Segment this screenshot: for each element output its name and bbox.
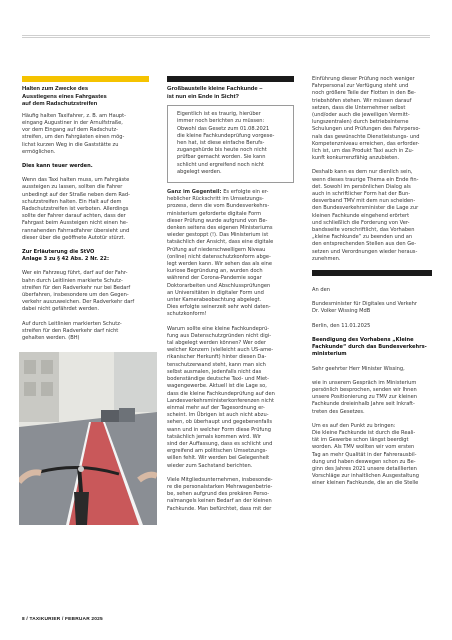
column-left bbox=[22, 76, 149, 525]
text-line: heblicher Rückschritt im Umsetzungs- bbox=[167, 196, 264, 203]
text-line: ministerium bbox=[312, 351, 347, 358]
address-block bbox=[312, 301, 432, 315]
text-line: welcher Konzern (vielleicht auch US-ame- bbox=[167, 347, 274, 354]
article-heading bbox=[22, 86, 149, 109]
text-line: (online) nicht datenschutzkonform abge- bbox=[167, 253, 271, 260]
text-line: überfahren, insbesondere um den Gegen- bbox=[22, 292, 129, 299]
text-line: nals das gewünschte Dienstleistungs- und bbox=[312, 133, 420, 140]
text-line: schlicht und ergreifend noch nicht bbox=[177, 161, 265, 168]
text-line: tal abgelegt werden können? Wer oder bbox=[167, 340, 266, 347]
text-line: unbedingt auf der Straße neben dem Rad- bbox=[22, 191, 130, 198]
text-line: die kleine Fachkundeprüfung vorgese- bbox=[177, 132, 275, 139]
text-line: immer noch berichten zu müssen: bbox=[177, 118, 265, 125]
text-line: wenn dieses traurige Thema ein Ende fin- bbox=[312, 176, 419, 183]
paragraph bbox=[167, 477, 294, 513]
text-line: vor dem Eingang auf dem Radschutz- bbox=[22, 127, 119, 134]
text-line: dabei nicht gefährdet werden. bbox=[22, 306, 100, 313]
text-line: schutzkonform! bbox=[167, 311, 207, 318]
text-line: ginn des Jahres 2021 unsere detaillierten bbox=[312, 465, 417, 472]
text-line: prüfbar gemacht worden. Sie kann bbox=[177, 154, 266, 161]
text-line: tät im Gewerbe schon längst beerdigt bbox=[312, 437, 409, 444]
text-line: Fachkunde. Man befürchtet, dass mit der bbox=[167, 505, 272, 512]
yellow-accent-bar bbox=[22, 76, 149, 82]
text-line: Fachkunde dreieinhalb Jahre seit Inkraft- bbox=[312, 401, 415, 408]
text-line: Beendigung des Vorhabens „Kleine bbox=[312, 336, 414, 343]
text-line: abgelegt werden. bbox=[177, 168, 222, 175]
text-line: persönlich besprochen, senden wir Ihnen bbox=[312, 386, 417, 393]
dark-accent-bar bbox=[167, 76, 294, 82]
text-line: Bundesminister für Digitales und Verkehr bbox=[312, 301, 418, 308]
text-line: dung und haben deswegen schon zu Be- bbox=[312, 458, 416, 465]
text-line: kleinen Fachkunde eingehend erörtert bbox=[312, 212, 410, 219]
column-right bbox=[312, 76, 432, 488]
heading-line: ist nun ein Ende in Sicht? bbox=[167, 93, 239, 100]
text-line: und schließlich die Forderung von Ver- bbox=[312, 219, 410, 226]
text-line: Fahrpersonal zur Verfügung steht und bbox=[312, 83, 409, 90]
text-line: ergreifend am politischen Umsetzungs- bbox=[167, 448, 268, 455]
text-line: dieser über die geöffnete Autotür stürzt. bbox=[22, 234, 126, 241]
text-line: bahn durch Leitlinien markierte Schutz- bbox=[22, 277, 123, 284]
paragraph bbox=[22, 177, 149, 242]
text-line: rikanischer Herkunft) hinter diesen Da- bbox=[167, 354, 267, 361]
text-line: Wenn das Taxi halten muss, um Fahrgäste bbox=[22, 177, 130, 184]
bike-lane-photo bbox=[19, 352, 157, 525]
text-line: eingang Augustiner in der Arnulfstraße, bbox=[22, 119, 123, 126]
page-footer: 8 / TAXIKURIER / FEBRUAR 2025 bbox=[22, 617, 103, 622]
paragraph bbox=[312, 76, 432, 162]
text-line: bodenständige deutsche Taxi- und Miet- bbox=[167, 376, 269, 383]
text-line: worden. Als TMV wollten wir vom ersten bbox=[312, 444, 415, 451]
paragraph bbox=[167, 189, 294, 319]
letter-subject bbox=[312, 337, 432, 359]
paragraph bbox=[22, 321, 149, 343]
intro-box bbox=[167, 105, 294, 183]
text-line: während der Corona-Pandemie sogar bbox=[167, 275, 262, 282]
text-line: Eigentlich ist es traurig, hierüber bbox=[177, 111, 261, 118]
text-line: Anlage 3 zu § 42 Abs. 2 Nr. 22: bbox=[22, 256, 110, 263]
text-line: Häufig halten Taxifahrer, z. B. am Haupt- bbox=[22, 112, 126, 119]
text-line: Wer ein Fahrzeug führt, darf auf der Fahr- bbox=[22, 270, 128, 277]
paragraph bbox=[22, 270, 149, 313]
text-line: Tag an mehr Qualität in der Fahrerausbil- bbox=[312, 451, 417, 458]
text-line: streifen, um den Fahrgästen einen mög- bbox=[22, 134, 125, 141]
article-heading bbox=[167, 86, 294, 101]
text-line: rannahenden Fahrradfahrer übersieht und bbox=[22, 227, 130, 234]
text-line: Die kleine Fachkunde ist durch die Reali- bbox=[312, 429, 416, 436]
text-line: einmal mehr auf der Tagesordnung er- bbox=[167, 404, 265, 411]
text-line: bandsseite vorschriftlicht, das Vorhaben bbox=[312, 227, 415, 234]
text-line: det. Sowohl im persönlichen Dialog als bbox=[312, 183, 411, 190]
text-line: den entsprechenden Stellen aus den Ge- bbox=[312, 241, 417, 248]
text-line: aussteigen zu lassen, sollten die Fahrer bbox=[22, 184, 123, 191]
text-line: nalmangels keinen Bedarf an der kleinen bbox=[167, 498, 272, 505]
text-line: streifen für den Radverkehr darf nicht bbox=[22, 327, 119, 334]
text-line: wieder zum Sachstand berichten. bbox=[167, 462, 253, 469]
paragraph bbox=[312, 380, 432, 416]
text-line: Fachkunde“ durch das Bundesverkehrs- bbox=[312, 344, 427, 351]
text-line: tenschutzerwand steht, kann man sich bbox=[167, 361, 266, 368]
subheading bbox=[22, 249, 149, 263]
heading-line: Halten zum Zwecke des bbox=[22, 86, 89, 92]
text-line: Obwohl das Gesetz zum 01.08.2021 bbox=[177, 125, 270, 132]
salutation: Sehr geehrter Herr Minister Wissing, bbox=[312, 365, 405, 372]
text-line: Warum sollte eine kleine Fachkundeprü- bbox=[167, 325, 270, 332]
text-line: wagengewerbe. Aktuell ist die Lage so, bbox=[167, 383, 267, 390]
text-line: an Universitäten in digitaler Form und bbox=[167, 289, 264, 296]
text-line: gehalten werden. (BH) bbox=[22, 335, 80, 342]
text-line: noch größere Teile der Flotten in den Be- bbox=[312, 90, 416, 97]
text-line: selbst ausmalen, jedenfalls nicht das bbox=[167, 368, 262, 375]
text-line: den Bundesverkehrsminister die Lage zur bbox=[312, 205, 419, 212]
text-line: Fahrgast beim Aussteigen nicht einen he- bbox=[22, 220, 128, 227]
paragraph bbox=[177, 111, 288, 176]
paragraph bbox=[22, 113, 149, 156]
header-rule-lower bbox=[22, 37, 430, 38]
text-line: tatsächlich der Ansicht, dass eine digitale bbox=[167, 239, 274, 246]
text-line: denken seitens des eigenen Ministeriums bbox=[167, 225, 273, 232]
letter-date: Berlin, den 11.01.2025 bbox=[312, 322, 371, 329]
text-line: hen hat, ist diese einfache Berufs- bbox=[177, 140, 265, 146]
text-line: schutzstreifen halten. Ein Halt auf dem bbox=[22, 198, 122, 205]
text-line: Landesverkehrsministerkonferenzen nicht bbox=[167, 397, 274, 404]
column-middle bbox=[167, 76, 294, 513]
text-line: Viele Mitgliedsunternehmen, insbesonde- bbox=[167, 476, 273, 483]
text-line: auch in schriftlicher Form hat der Bun- bbox=[312, 191, 411, 198]
text-line: setzen, dass die Unternehmer selbst bbox=[312, 104, 406, 111]
text-line: be, sehen aufgrund des prekären Perso- bbox=[167, 491, 270, 498]
text-line: wie in unserem Gespräch im Ministerium bbox=[312, 379, 417, 386]
text-line: sehen, ob überhaupt und gegebenenfalls bbox=[167, 419, 273, 426]
text-line: Auf durch Leitlinien markierten Schutz- bbox=[22, 320, 122, 327]
text-line: ermöglichen. bbox=[22, 148, 56, 155]
heading-line: Großbaustelle kleine Fachkunde – bbox=[167, 86, 263, 92]
text-line: Einführung dieser Prüfung noch weniger bbox=[312, 76, 415, 82]
text-line: re die personalstarken Mehrwagenbetrie- bbox=[167, 483, 273, 490]
text-line: wann und in welcher Form diese Prüfung bbox=[167, 426, 271, 433]
text-line: unsere Positionierung zu TMV zur kleinen bbox=[312, 394, 418, 401]
paragraph bbox=[312, 423, 432, 488]
text-line: tatsächlich jemals kommen wird. Wir bbox=[167, 433, 262, 440]
paragraph bbox=[167, 326, 294, 470]
paragraph bbox=[312, 169, 432, 263]
text-line: unter Kamerabeobachtung abgelegt. bbox=[167, 297, 262, 304]
text-line: streifen für den Radverkehr nur bei Bedarf bbox=[22, 284, 131, 291]
address-line: An den bbox=[312, 287, 330, 294]
text-line: Dr. Volker Wissing MdB bbox=[312, 308, 371, 315]
text-line: Zur Erläuterung die StVO bbox=[22, 249, 95, 256]
text-line: legt werden kann. Wir sehen das als eine bbox=[167, 261, 272, 268]
text-line: „kleine Fachkunde“ zu beenden und an bbox=[312, 234, 413, 241]
text-line: sollte der Fahrer darauf achten, dass der bbox=[22, 213, 126, 220]
text-line: setzen und Verordnungen wieder heraus- bbox=[312, 248, 418, 255]
lead-in: Ganz im Gegenteil: bbox=[167, 189, 222, 196]
text-span: Es erfolgte ein er- bbox=[221, 189, 269, 196]
heading-line: Ausstiegens eines Fahrgastes bbox=[22, 93, 107, 100]
text-line: lungszentralen) durch betriebsinterne bbox=[312, 119, 409, 126]
text-line: willen fehlt. Wir werden bei Gelegenheit bbox=[167, 455, 270, 462]
text-line: sind der Auffassung, dass es schlicht und bbox=[167, 440, 273, 447]
text-line: desverband TMV mit dem nun scheiden- bbox=[312, 198, 416, 205]
text-line: scheint. Im Übrigen ist auch nicht abzu- bbox=[167, 412, 269, 419]
text-line: wieder gestoppt (!). Das Ministerium ist bbox=[167, 232, 269, 239]
text-line: treten des Gesetzes. bbox=[312, 408, 365, 415]
text-line: dieser Prüfung wurde aufgrund von Be- bbox=[167, 217, 268, 224]
text-line: Vorschläge zur inhaltlichen Ausgestaltung bbox=[312, 473, 419, 480]
text-line: lich ist, um das Produkt Taxi auch in Zu- bbox=[312, 148, 414, 155]
text-line: zugangshürde bis heute noch nicht bbox=[177, 147, 267, 154]
text-line: lichst kurzen Weg in die Gaststätte zu bbox=[22, 141, 119, 148]
subheading: Dies kann teuer werden. bbox=[22, 163, 93, 169]
text-line: (und/oder auch die jeweiligen Vermitt- bbox=[312, 112, 410, 119]
text-line: dass die kleine Fachkundeprüfung auf den bbox=[167, 390, 275, 397]
text-line: einer kleinen Fachkunde, die an die Stelle bbox=[312, 480, 419, 487]
text-line: Prüfung auf niederschwelligem Niveau bbox=[167, 246, 266, 253]
text-line: Schulungen und Prüfungen des Fahrperso- bbox=[312, 126, 421, 133]
text-line: Dies erfolgte seinerzeit sehr wohl daten- bbox=[167, 304, 271, 311]
text-line: kuriose Begründung an, wurden doch bbox=[167, 268, 263, 275]
text-line bbox=[167, 189, 294, 196]
bike-lane-photo-illustration bbox=[19, 352, 157, 525]
text-line: ministerium geforderte digitale Form bbox=[167, 210, 262, 217]
text-line: Deshalb kann es dem nur dienlich sein, bbox=[312, 169, 413, 176]
text-line: zunehmen. bbox=[312, 255, 341, 262]
text-line: Radschutzstreifen ist verboten. Allerdings bbox=[22, 206, 129, 213]
text-line: triebshöfen stehen. Wir müssen darauf bbox=[312, 97, 412, 104]
text-line: Um es auf den Punkt zu bringen: bbox=[312, 422, 396, 429]
text-line: Kompetenzniveau erreichen, das erforder- bbox=[312, 140, 420, 147]
text-line: fung aus Datenschutzgründen nicht digi- bbox=[167, 332, 272, 339]
text-line: verkehr auszuweichen. Der Radverkehr darf bbox=[22, 299, 135, 306]
text-line: prozess, denn die vom Bundesverkehrs- bbox=[167, 203, 270, 210]
heading-line: auf dem Radschutzstreifen bbox=[22, 101, 98, 108]
dark-accent-bar bbox=[312, 270, 432, 276]
text-line: kunft konkurrenzfähig anzubieten. bbox=[312, 155, 400, 162]
text-line: Doktorarbeiten und Abschlussprüfungen bbox=[167, 282, 271, 289]
